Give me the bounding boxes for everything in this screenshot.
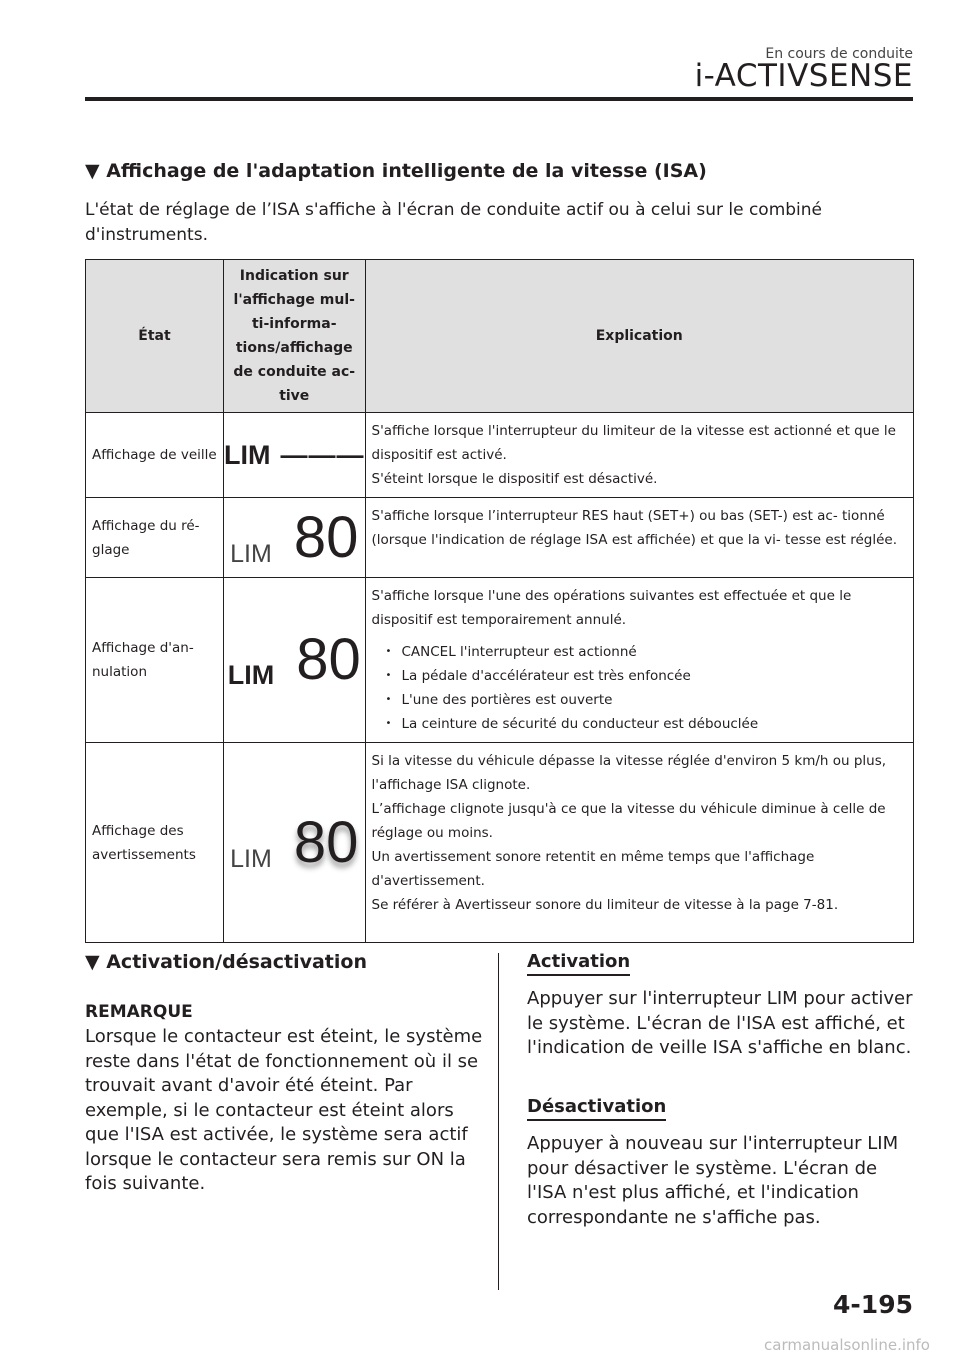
lim-label: LIM <box>227 660 275 690</box>
indicator-cell <box>224 498 366 578</box>
state-cell: Affichage de veille <box>86 413 224 498</box>
explanation-cell <box>365 578 914 743</box>
speed-value: 80 <box>293 809 359 875</box>
cancel-conditions-list <box>372 640 908 736</box>
header-indication: Indication sur l'affichage mul- ti-informa- tions/affichage de conduite ac- tive <box>224 260 366 413</box>
table-row-cancel <box>86 578 914 743</box>
explanation-line: S'affiche lorsque l’interrupteur RES haut (SET+) ou bas (SET-) est ac- tionné (lorsque l'indication de réglage ISA est affichée) et que la vi- tesse est réglée. <box>371 508 898 548</box>
deactivation-text: Appuyer à nouveau sur l'interrupteur LIM pour désactiver le système. L'écran de l'ISA n'est plus affiché, et l'indication correspondante ne s'affiche pas. <box>527 1133 899 1228</box>
explanation-line: S'affiche lorsque l'interrupteur du limiteur de la vitesse est actionné et que le dispositif est activé. <box>371 423 896 463</box>
deactivation-heading: Désactivation <box>527 1096 666 1121</box>
table-row-standby <box>86 413 914 498</box>
speed-value: 80 <box>293 504 359 570</box>
isa-status-table <box>85 259 914 943</box>
activation-heading: Activation <box>527 951 630 976</box>
header-rule <box>85 97 913 101</box>
list-item: • La pédale d'accélérateur est très enfoncée <box>372 664 908 688</box>
isa-intro: L'état de réglage de l’ISA s'affiche à l'écran de conduite actif ou à celui sur le combiné d'instruments. <box>85 200 823 245</box>
indicator-cell <box>224 743 366 943</box>
indicator-cell <box>224 413 366 498</box>
explanation-line: Se référer à Avertisseur sonore du limiteur de vitesse à la page 7-81. <box>371 897 839 913</box>
explanation-line: L’affichage clignote jusqu'à ce que la vitesse du véhicule diminue à celle de réglage ou moins. <box>371 801 886 841</box>
speed-value: 80 <box>296 627 361 692</box>
header-explanation: Explication <box>365 260 914 413</box>
explanation-line: S'affiche lorsque l'une des opérations suivantes est effectuée et que le dispositif est temporairement annulé. <box>371 588 852 628</box>
table-row-setting <box>86 498 914 578</box>
activation-section-title: ▼ Activation/désactivation <box>85 951 367 973</box>
lim-label: LIM <box>230 539 272 568</box>
column-divider <box>498 953 499 1290</box>
explanation-line: Un avertissement sonore retentit en même temps que l'affichage d'avertissement. <box>371 849 815 889</box>
list-item: • L'une des portières est ouverte <box>372 688 908 712</box>
lim-cancel-indicator <box>227 627 361 692</box>
lim-label: LIM <box>230 844 272 873</box>
explanation-cell <box>365 498 914 578</box>
section-label: En cours de conduite <box>765 46 913 62</box>
activation-text: Appuyer sur l'interrupteur LIM pour activer le système. L'écran de l'ISA est affiché, et l'indication de veille ISA s'affiche en blanc. <box>527 988 913 1058</box>
isa-section-title: ▼ Affichage de l'adaptation intelligente de la vitesse (ISA) <box>85 160 707 182</box>
table-header-row <box>86 260 914 413</box>
state-cell: Affichage du ré- glage <box>86 498 224 578</box>
explanation-cell <box>365 413 914 498</box>
header-state: État <box>86 260 224 413</box>
indicator-cell <box>224 578 366 743</box>
list-item: • CANCEL l'interrupteur est actionné <box>372 640 908 664</box>
lim-warning-indicator <box>230 809 359 875</box>
watermark: carmanualsonline.info <box>764 1336 930 1354</box>
state-cell: Affichage des avertissements <box>86 743 224 943</box>
table-row-warning <box>86 743 914 943</box>
lim-setting-indicator <box>230 504 359 570</box>
state-cell: Affichage d'an- nulation <box>86 578 224 743</box>
note-heading: REMARQUE <box>85 1002 193 1022</box>
explanation-cell <box>365 743 914 943</box>
lim-standby-indicator <box>224 439 365 470</box>
chapter-title: i-ACTIVSENSE <box>694 58 913 94</box>
standby-dashes: ——— <box>280 439 365 470</box>
lim-label: LIM <box>224 439 271 470</box>
list-item: • La ceinture de sécurité du conducteur est débouclée <box>372 712 908 736</box>
note-text: Lorsque le contacteur est éteint, le système reste dans l'état de fonctionnement où il se trouvait avant d'avoir été éteint. Par exemple, si le contacteur est éteint alors que l'ISA est activée, le système sera actif lorsque le contacteur sera remis sur ON la fois suivante. <box>85 1026 483 1194</box>
explanation-line: S'éteint lorsque le dispositif est désactivé. <box>371 471 658 487</box>
explanation-line: Si la vitesse du véhicule dépasse la vitesse réglée d'environ 5 km/h ou plus, l'affichage ISA clignote. <box>371 753 887 793</box>
page-number: 4-195 <box>833 1290 913 1319</box>
